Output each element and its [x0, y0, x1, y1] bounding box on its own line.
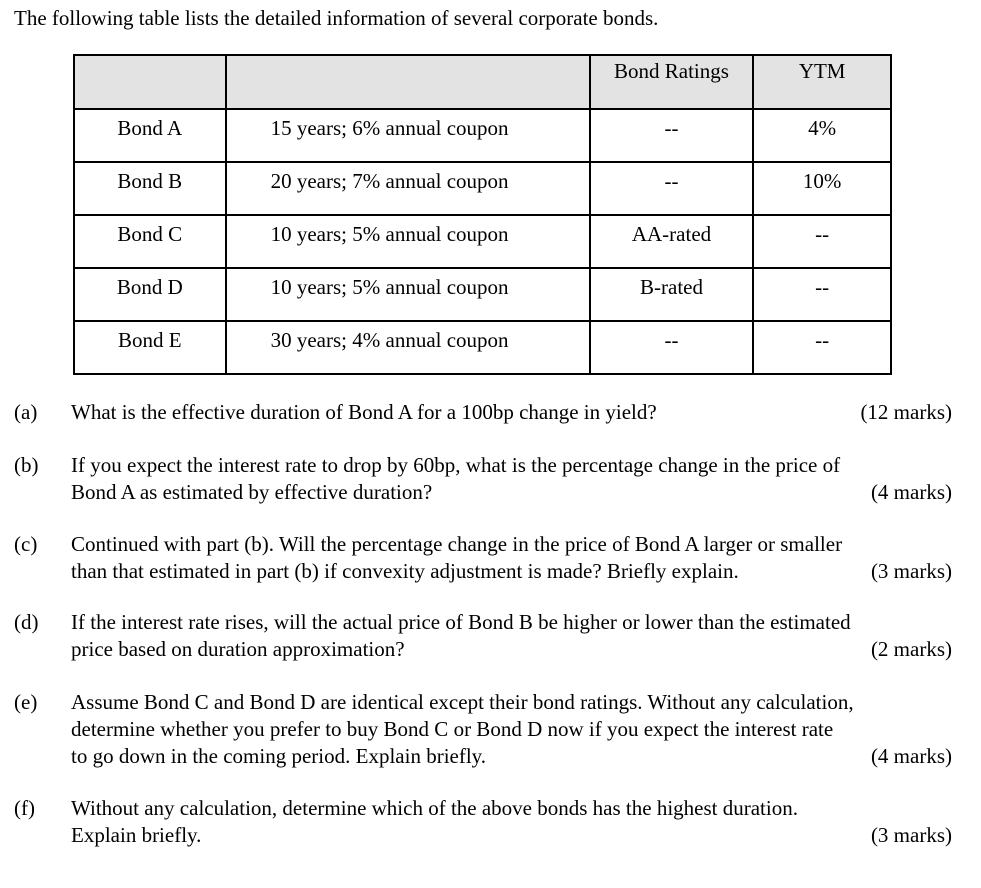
question-text: What is the effective duration of Bond A for a 100bp change in yield?	[71, 400, 657, 424]
bond-ytm-cell: 4%	[753, 109, 891, 162]
question-label: (b)	[14, 453, 39, 477]
bond-rating-cell: --	[590, 321, 754, 374]
question-text: Explain briefly.	[71, 823, 202, 847]
question-marks: (3 marks)	[870, 559, 952, 583]
question-marks: (4 marks)	[870, 744, 952, 768]
question-marks: (12 marks)	[860, 400, 952, 424]
question-text: Bond A as estimated by effective duration?	[71, 480, 433, 504]
table-row	[74, 321, 891, 374]
question-text: Continued with part (b). Will the percentage change in the price of Bond A larger or smaller	[71, 532, 843, 556]
question-b	[14, 452, 952, 506]
bond-desc-cell: 20 years; 7% annual coupon	[226, 162, 590, 215]
question-label: (a)	[14, 400, 38, 424]
table-row	[74, 109, 891, 162]
bond-desc-cell: 10 years; 5% annual coupon	[226, 268, 590, 321]
question-label: (d)	[14, 610, 39, 634]
bond-rating-cell: B-rated	[590, 268, 754, 321]
header-cell-bond-ratings: Bond Ratings	[590, 55, 754, 109]
bond-desc-cell: 10 years; 5% annual coupon	[226, 215, 590, 268]
question-line	[71, 636, 952, 663]
question-e	[14, 689, 952, 770]
question-label: (f)	[14, 796, 35, 820]
question-text: determine whether you prefer to buy Bond C or Bond D now if you expect the interest rate	[71, 717, 834, 741]
question-marks: (4 marks)	[870, 480, 952, 504]
header-cell-ytm: YTM	[753, 55, 891, 109]
bond-table	[73, 54, 892, 375]
bond-desc-cell: 15 years; 6% annual coupon	[226, 109, 590, 162]
question-line	[71, 558, 952, 585]
bond-ytm-cell: 10%	[753, 162, 891, 215]
question-text: price based on duration approximation?	[71, 637, 405, 661]
table-row	[74, 215, 891, 268]
question-line	[71, 399, 952, 426]
header-cell	[226, 55, 590, 109]
question-line	[71, 479, 952, 506]
bond-desc-cell: 30 years; 4% annual coupon	[226, 321, 590, 374]
bond-rating-cell: --	[590, 162, 754, 215]
question-marks: (3 marks)	[870, 823, 952, 847]
question-text: than that estimated in part (b) if convexity adjustment is made? Briefly explain.	[71, 559, 739, 583]
question-text: If you expect the interest rate to drop by 60bp, what is the percentage change in the price of	[71, 453, 841, 477]
question-text: If the interest rate rises, will the actual price of Bond B be higher or lower than the estimated	[71, 610, 851, 634]
intro-text: The following table lists the detailed information of several corporate bonds.	[14, 6, 659, 30]
question-label: (e)	[14, 690, 38, 714]
table-header-row	[74, 55, 891, 109]
header-cell	[74, 55, 226, 109]
table-row	[74, 162, 891, 215]
bond-name-cell: Bond E	[74, 321, 226, 374]
bond-ytm-cell: --	[753, 268, 891, 321]
question-f	[14, 795, 952, 849]
question-text: Without any calculation, determine which of the above bonds has the highest duration.	[71, 796, 798, 820]
question-d	[14, 609, 952, 663]
question-line	[71, 743, 952, 770]
bond-name-cell: Bond D	[74, 268, 226, 321]
bond-rating-cell: AA-rated	[590, 215, 754, 268]
bond-name-cell: Bond C	[74, 215, 226, 268]
bond-rating-cell: --	[590, 109, 754, 162]
bond-name-cell: Bond A	[74, 109, 226, 162]
question-c	[14, 531, 952, 585]
table-row	[74, 268, 891, 321]
question-text: to go down in the coming period. Explain briefly.	[71, 744, 487, 768]
question-line	[71, 822, 952, 849]
question-text: Assume Bond C and Bond D are identical except their bond ratings. Without any calculation,	[71, 690, 854, 714]
question-marks: (2 marks)	[870, 637, 952, 661]
bond-ytm-cell: --	[753, 215, 891, 268]
question-label: (c)	[14, 532, 38, 556]
bond-name-cell: Bond B	[74, 162, 226, 215]
bond-ytm-cell: --	[753, 321, 891, 374]
question-a	[14, 399, 952, 426]
